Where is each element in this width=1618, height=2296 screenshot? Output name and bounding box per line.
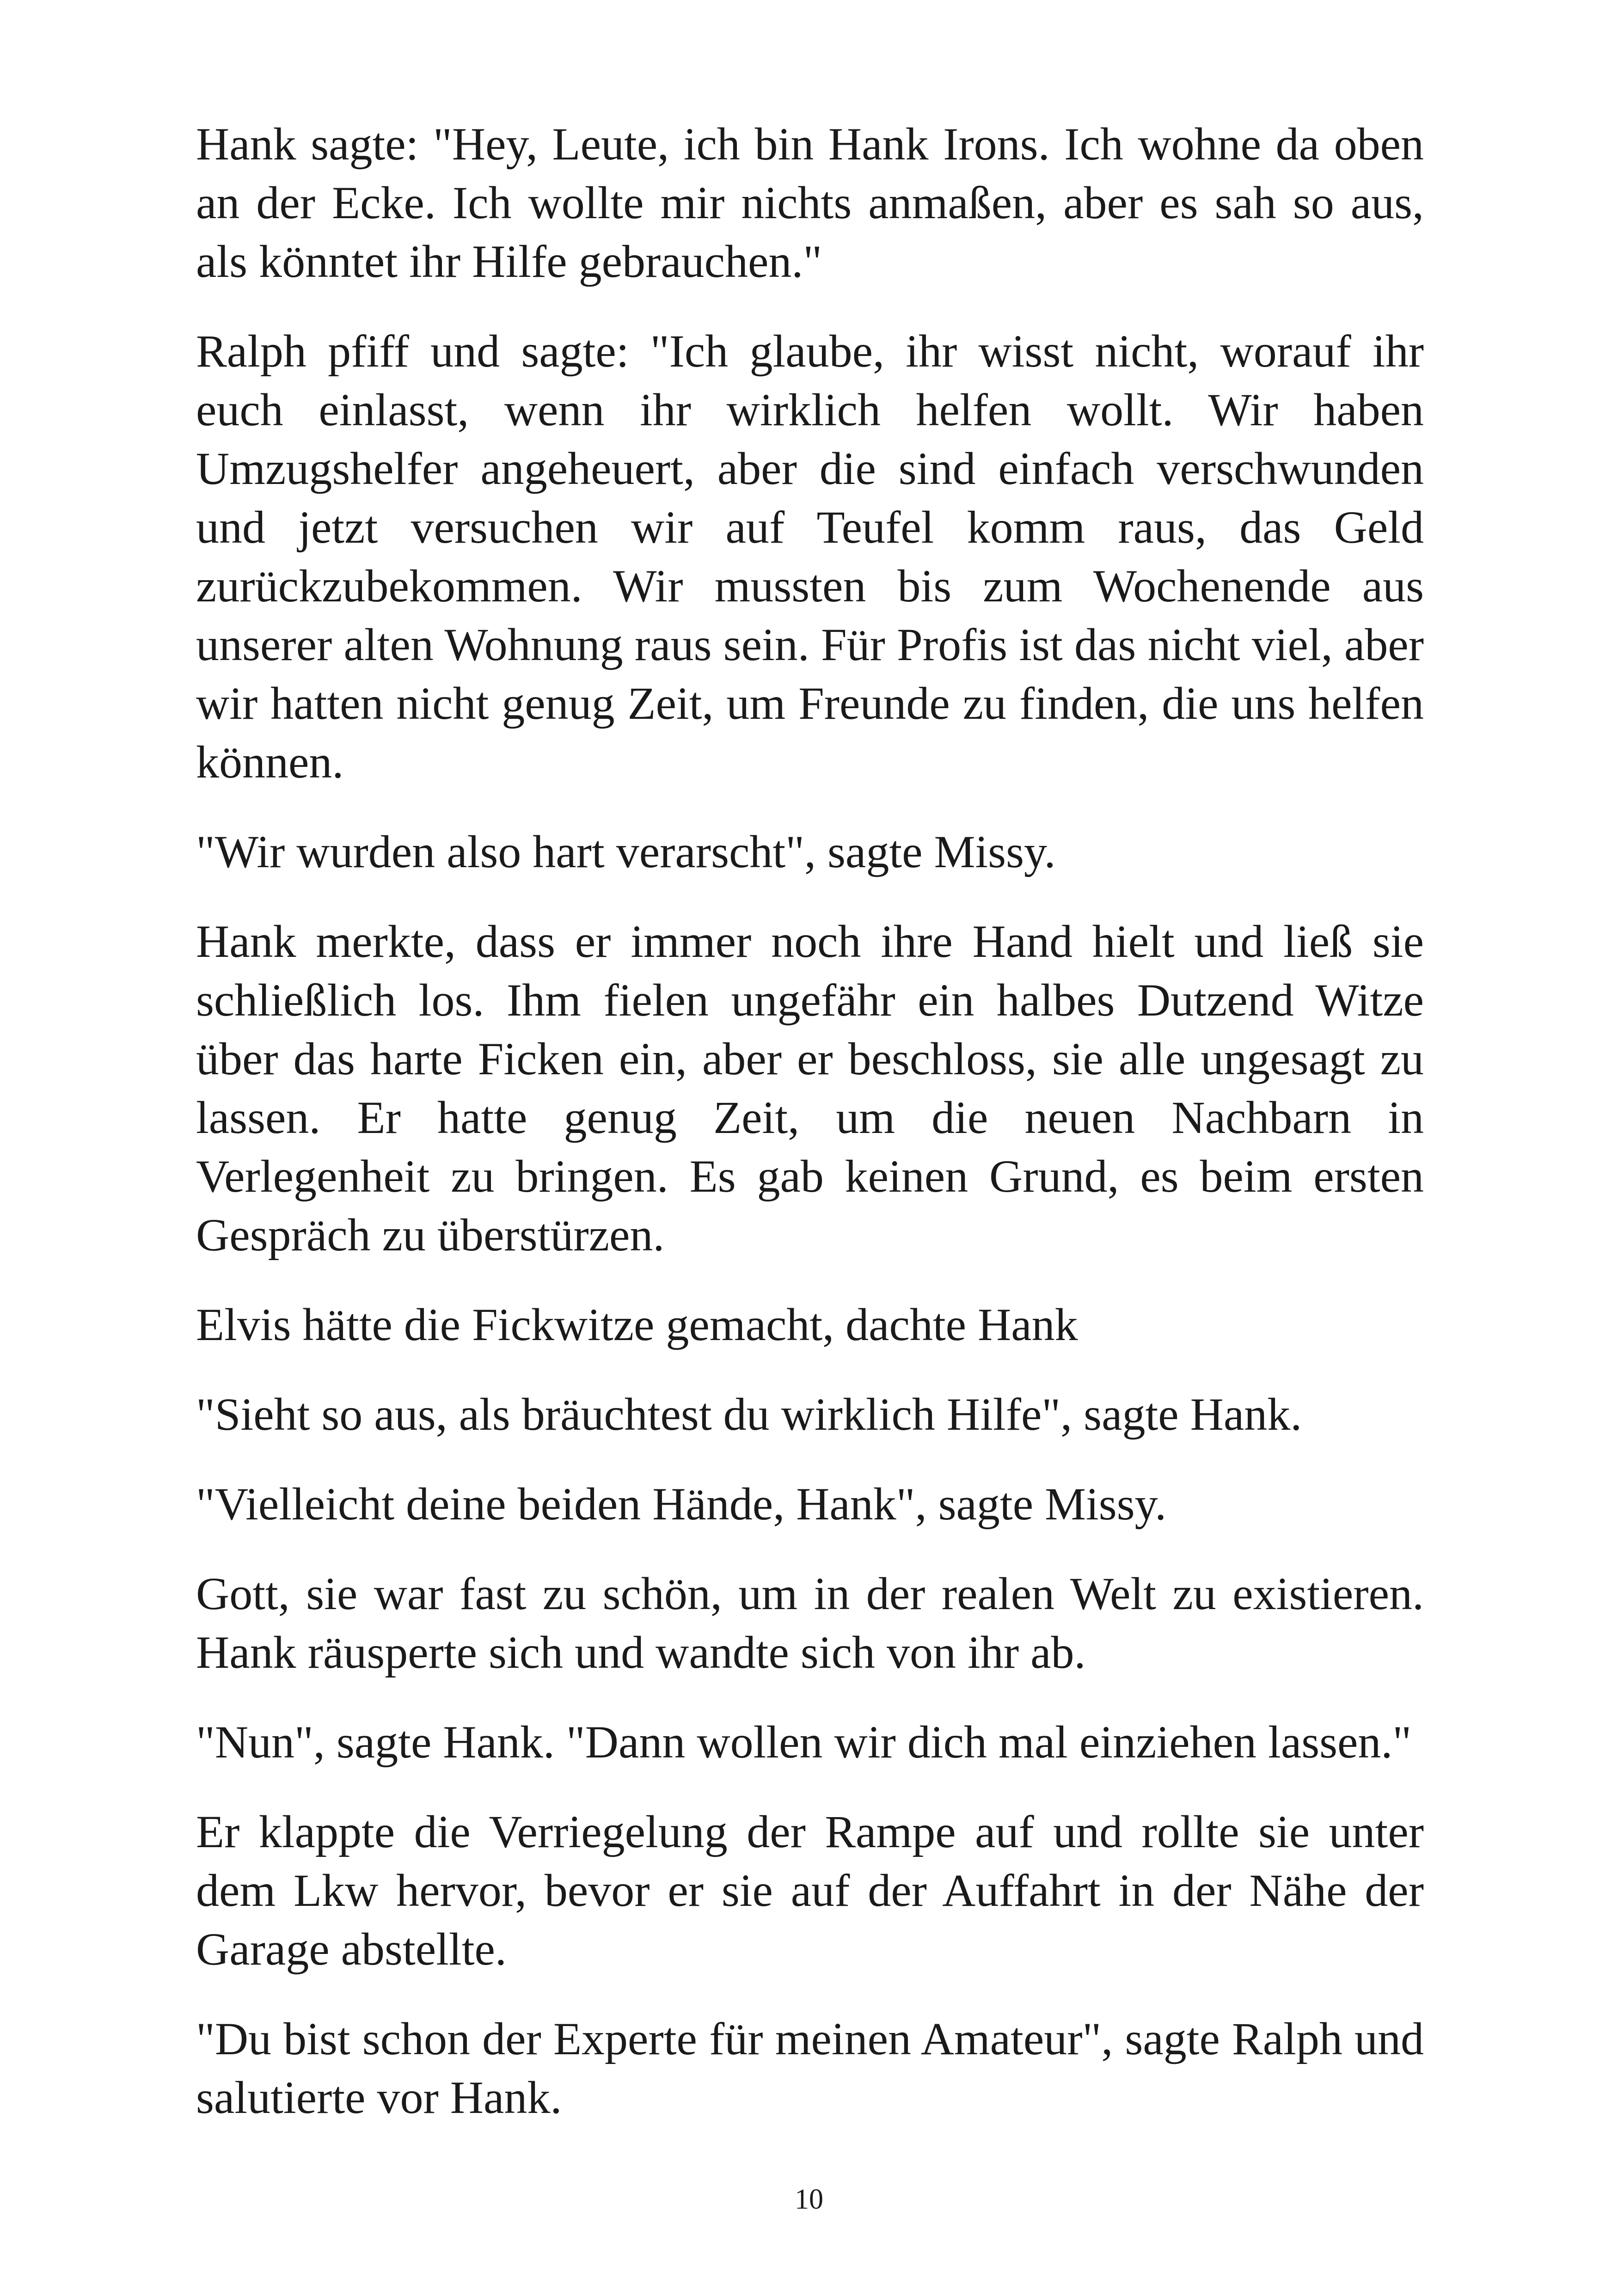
paragraph: Hank merkte, dass er immer noch ihre Hand hielt und ließ sie schließlich los. Ihm fielen ungefähr ein halbes Dutzend Witze über das harte Ficken ein, aber er beschloss, sie alle ungesagt zu lassen. Er hatte genug Zeit, um die neuen Nachbarn in Verlegenheit zu bringen. Es gab keinen Grund, es beim ersten Gespräch zu überstürzen. [196,916,1424,1261]
paragraph: "Nun", sagte Hank. "Dann wollen wir dich mal einziehen lassen." [196,1716,1412,1768]
paragraph: Er klappte die Verriegelung der Rampe auf und rollte sie unter dem Lkw hervor, bevor er sie auf der Auffahrt in der Nähe der Garage abstellte. [196,1806,1424,1975]
page-number: 10 [795,2184,823,2215]
paragraph: "Vielleicht deine beiden Hände, Hank", sagte Missy. [196,1478,1167,1530]
paragraph: "Wir wurden also hart verarscht", sagte Missy. [196,826,1056,877]
body-text [196,115,1424,2158]
paragraph: Hank sagte: "Hey, Leute, ich bin Hank Irons. Ich wohne da oben an der Ecke. Ich wollte mir nichts anmaßen, aber es sah so aus, als könntet ihr Hilfe gebrauchen." [196,118,1424,287]
paragraph: Gott, sie war fast zu schön, um in der realen Welt zu existieren. Hank räusperte sich und wandte sich von ihr ab. [196,1568,1424,1678]
paragraph: Elvis hätte die Fickwitze gemacht, dachte Hank [196,1299,1078,1350]
paragraph: Ralph pfiff und sagte: "Ich glaube, ihr wisst nicht, worauf ihr euch einlasst, wenn ihr wirklich helfen wollt. Wir haben Umzugshelfer angeheuert, aber die sind einfach verschwunden und jetzt versuchen wir auf Teufel komm raus, das Geld zurückzubekommen. Wir mussten bis zum Wochenende aus unserer alten Wohnung raus sein. Für Profis ist das nicht viel, aber wir hatten nicht genug Zeit, um Freunde zu finden, die uns helfen können. [196,325,1424,788]
paragraph: "Sieht so aus, als bräuchtest du wirklich Hilfe", sagte Hank. [196,1389,1302,1440]
paragraph: "Du bist schon der Experte für meinen Amateur", sagte Ralph und salutierte vor Hank. [196,2013,1424,2123]
